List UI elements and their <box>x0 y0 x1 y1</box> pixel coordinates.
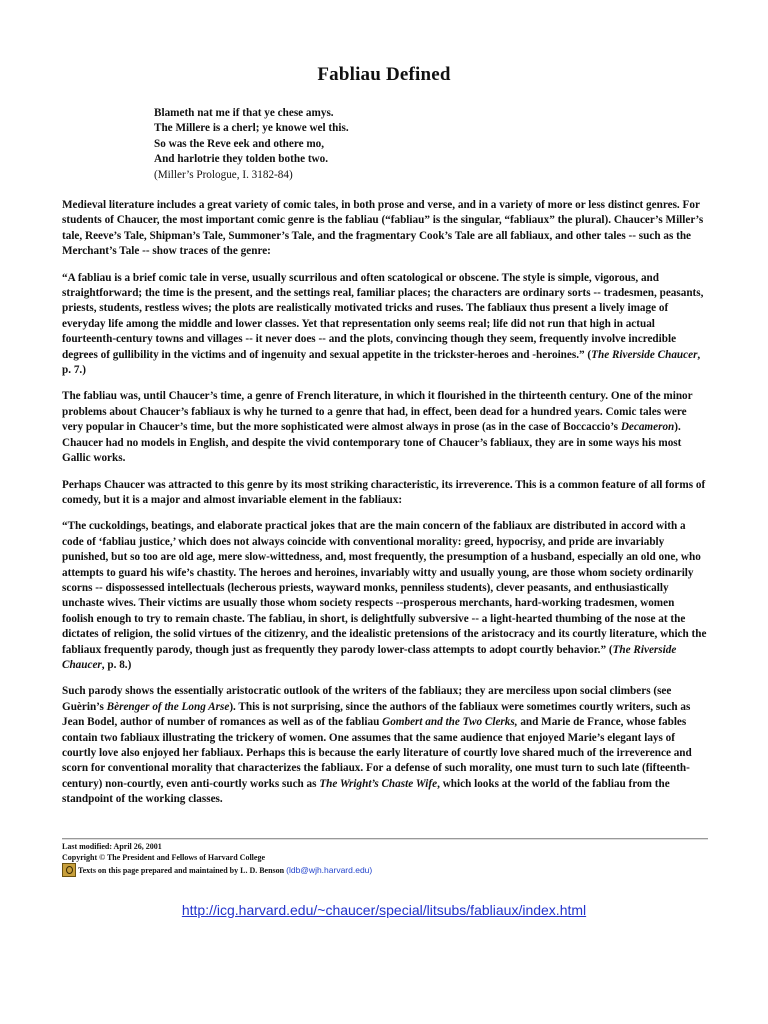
paragraph-quote-1 <box>62 271 708 379</box>
source-url-link[interactable]: http://icg.harvard.edu/~chaucer/special/litsubs/fabliaux/index.html <box>181 902 587 918</box>
epigraph-line: And harlotrie they tolden bothe two. <box>154 153 329 166</box>
paragraph-text: and Marie de France, whose fables contain two fabliaux illustrating the trickery of women. One assumes that the same audience that enjoyed Marie’s elegant lays of courtly love also enjoyed her fabliaux. Perhaps this is because the early literature of courtly love shared much of the irreverence and scorn for conventional morality that characterizes the fabliaux. For a defense of such morality, one must turn to such late (fifteenth-century) non-courtly, even anti-courtly works such as <box>62 716 692 790</box>
epigraph <box>154 106 349 183</box>
last-modified: Last modified: April 26, 2001 <box>62 842 162 851</box>
paragraph-text: , which looks at the world of the fabliau from the standpoint of the working classes. <box>62 777 670 806</box>
epigraph-citation: (Miller’s Prologue, I. 3182-84) <box>154 168 293 181</box>
paragraph-text: Such parody shows the essentially aristocratic outlook of the writers of the fabliaux; they are merciless upon social climbers (see Guèrin’s <box>62 685 672 713</box>
logo-icon[interactable] <box>62 863 76 877</box>
work-title: Bèrenger of the Long Arse <box>106 700 230 713</box>
epigraph-line: So was the Reve eek and othere mo, <box>154 137 325 150</box>
copyright: Copyright © The President and Fellows of Harvard College <box>62 853 266 862</box>
source-page: , p. 7.) <box>62 348 701 377</box>
paragraph-text: ). Chaucer had no models in English, and despite the vivid contemporary tone of Chaucer’s fabliaux, they are in some ways his most Gallic works. <box>62 421 682 465</box>
email-link[interactable]: (ldb@wjh.harvard.edu) <box>286 864 373 875</box>
paragraph-parody <box>62 684 708 807</box>
work-title: The Wright’s Chaste Wife <box>319 777 438 790</box>
paragraph-irreverence: Perhaps Chaucer was attracted to this genre by its most striking characteristic, its irreverence. This is a common feature of all forms of comedy, but it is a major and almost invariable element in the fabliaux: <box>62 478 706 506</box>
page-title: Fabliau Defined <box>317 64 451 85</box>
quote-text: “The cuckoldings, beatings, and elaborate practical jokes that are the main concern of the fabliaux are distributed in accord with a code of ‘fabliau justice,’ which does not always coincide with conventional morality: greed, hypocrisy, and pride are invariably punished, but so too are old age, mere slow-wittedness, and, most frequently, the presumption of a husband, especially an old one, who attempts to guard his wife’s chastity. The heroes and heroines, invariably witty and usually young, are those whom society ordinarily scorns -- dispossessed intellectuals (lecherous priests, wayward monks, penniless students), clever peasants, and enthusiastically unchaste wives. Their victims are usually those whom society respects --prosperous merchants, hard-working tradesmen, women foolish enough to try to remain chaste. The fabliau, in short, is delightfully subversive -- a light-hearted thumbing of the nose at the dictates of religion, the solid virtues of the citizenry, and the idealistic pretensions of the aristocracy and its courtly literature, which the fabliaux frequently parody, though just as frequently they parody lower-class attempts to adopt courtly behavior.” ( <box>62 520 707 656</box>
paragraph-text: The fabliau was, until Chaucer’s time, a genre of French literature, in which it flourished in the thirteenth century. One of the minor problems about Chaucer’s fabliaux is why he turned to a genre that had, in effect, been dead for a hundred years. Comic tales were very popular in Chaucer’s time, but the more sophisticated were almost always in prose (as in the case of Boccaccio’s <box>62 390 693 434</box>
maintainer-line <box>62 863 708 877</box>
epigraph-line: The Millere is a cherl; ye knowe wel this. <box>154 122 349 135</box>
source-title: The Riverside Chaucer <box>591 348 698 361</box>
source-page: , p. 8.) <box>101 658 132 671</box>
divider <box>62 838 708 840</box>
page-footer <box>62 841 708 877</box>
paragraph-history <box>62 389 708 466</box>
paragraph-intro: Medieval literature includes a great variety of comic tales, in both prose and verse, and in a variety of more or less distinct genres. For students of Chaucer, the most important comic genre is the fabliau (“fabliau” is the singular, “fabliaux” the plural). Chaucer’s Miller’s tale, Reeve’s Tale, Shipman’s Tale, Summoner’s Tale, and the fragmentary Cook’s Tale are all fabliaux, and other tales -- such as the Merchant’s Tale -- show traces of the genre: <box>62 199 704 258</box>
epigraph-line: Blameth nat me if that ye chese amys. <box>154 107 334 119</box>
source-title: The Riverside Chaucer <box>62 643 677 671</box>
work-title: Decameron <box>620 421 675 434</box>
quote-text: “A fabliau is a brief comic tale in verse, usually scurrilous and often scatological or obscene. The style is simple, vigorous, and straightforward; the time is the present, and the settings real, familiar places; the characters are ordinary sorts -- tradesmen, peasants, priests, students, restless wives; the plots are realistically motivated tricks and ruses. The fabliaux thus present a lively image of everyday life among the middle and lower classes. Yet that representation only seems real; life did not run that high in actual fourteenth-century towns and villages -- it never does -- and the plots, convincing though they seem, frequently involve incredible degrees of gullibility in the victims and of ingenuity and sexual appetite in the trickster-heroes and -heroines.” ( <box>62 271 704 361</box>
work-title: Gombert and the Two Clerks, <box>382 716 518 729</box>
paragraph-quote-2 <box>62 519 708 673</box>
maintainer-text: Texts on this page prepared and maintained by L. D. Benson <box>78 865 285 875</box>
paragraph-text: ). This is not surprising, since the authors of the fabliaux were sometimes courtly writers, such as Jean Bodel, author of number of romances as well as of the fabliau <box>62 700 691 729</box>
article-body <box>62 198 708 819</box>
